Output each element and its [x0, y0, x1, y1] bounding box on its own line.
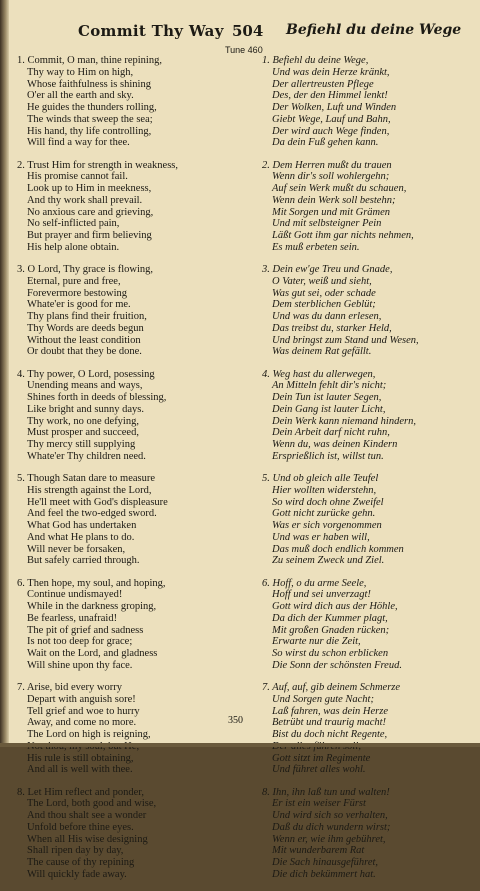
german-lyric-line: Gott sitzt im Regimente	[272, 752, 371, 764]
german-lyric-line: Und wird sich so verhalten,	[272, 810, 388, 821]
english-stanza-3	[17, 264, 249, 358]
english-lyric-line: Or doubt that they be done.	[27, 346, 142, 358]
english-lyric-line: Thy plans find their fruition,	[27, 311, 147, 322]
german-lyric-line: Wenn dein Werk soll bestehn;	[272, 194, 396, 206]
english-lyric-line: Like bright and sunny days.	[27, 403, 144, 415]
english-lyric-line: Wait on the Lord, and gladness	[27, 648, 158, 659]
german-lyric-line: Und bringst zum Stand und Wesen,	[272, 334, 419, 346]
english-lyric-line: Whate'er is good for me.	[27, 299, 131, 311]
german-lyric-line: 8. Ihn, ihn laß tun und walten!	[262, 786, 390, 798]
english-lyric-line: Without the least condition	[27, 334, 141, 346]
german-lyrics-column	[262, 55, 476, 891]
english-lyric-line: 1. Commit, O man, thine repining,	[17, 55, 162, 66]
german-lyric-line: Mit wunderbarem Rat	[272, 845, 365, 857]
english-lyric-line: 5. Though Satan dare to measure	[17, 473, 156, 484]
german-lyric-line: Der Wolken, Luft und Winden	[272, 102, 397, 113]
german-lyric-line: Hier wollten widerstehn,	[272, 484, 377, 496]
english-lyric-line: He'll meet with God's displeasure	[27, 496, 168, 508]
english-lyric-line: The pit of grief and sadness	[27, 624, 144, 636]
english-lyric-line: 7. Arise, bid every worry	[17, 682, 122, 693]
german-lyric-line: Ersprießlich ist, willst tun.	[272, 450, 384, 462]
english-lyric-line: What God has undertaken	[27, 520, 137, 531]
english-lyric-line: Whate'er Thy children need.	[27, 450, 146, 462]
german-lyric-line: Der allertreusten Pflege	[272, 78, 374, 90]
hymn-title-english: Commit Thy Way	[78, 22, 224, 40]
english-lyric-line: O'er all the earth and sky.	[27, 90, 134, 102]
german-stanza-5	[262, 473, 476, 567]
english-lyric-line: The winds that sweep the sea;	[27, 113, 153, 125]
english-lyric-line: No self-inflicted pain,	[27, 218, 120, 230]
hymn-number: 504	[232, 22, 264, 40]
english-lyric-line: Shines forth in deeds of blessing,	[27, 392, 167, 403]
german-lyric-line: Bist du doch nicht Regente,	[272, 729, 388, 740]
english-lyric-line: And thy work shall prevail.	[27, 194, 143, 206]
english-stanza-4	[17, 369, 249, 463]
english-stanza-7	[17, 682, 249, 776]
english-lyric-line: And feel the two-edged sword.	[27, 508, 157, 520]
german-lyric-line: Des, der den Himmel lenkt!	[272, 90, 388, 102]
english-lyric-line: He guides the thunders rolling,	[27, 102, 157, 113]
german-lyric-line: Mit Sorgen und mit Grämen	[272, 206, 391, 218]
english-lyric-line: But safely carried through.	[27, 555, 140, 567]
english-lyric-line: Thy way to Him on high,	[27, 66, 134, 78]
english-lyric-line: While in the darkness groping,	[27, 601, 157, 612]
german-lyric-line: Und was dein Herze kränkt,	[272, 66, 390, 78]
german-lyric-line: Die dich bekümmert hat.	[272, 868, 376, 880]
page-number: 350	[228, 715, 243, 726]
german-lyric-line: Und mit selbsteigner Pein	[272, 218, 382, 230]
german-lyric-line: 7. Auf, auf, gib deinem Schmerze	[262, 682, 401, 693]
english-lyric-line: Must prosper and succeed,	[27, 427, 139, 439]
english-lyric-line: His promise cannot fail.	[27, 171, 128, 183]
english-lyric-line: And what He plans to do.	[27, 531, 135, 543]
page-header	[24, 22, 464, 44]
english-lyric-line: Whose faithfulness is shining	[27, 78, 151, 90]
german-lyric-line: Dein Werk kann niemand hindern,	[272, 415, 416, 427]
german-lyric-line: Das treibst du, starker Held,	[272, 322, 392, 334]
english-lyric-line: Will quickly fade away.	[27, 868, 127, 880]
german-lyric-line: Gott wird dich aus der Höhle,	[272, 601, 398, 612]
english-stanza-2	[17, 160, 249, 254]
german-stanza-1	[262, 55, 476, 149]
german-lyric-line: Daß du dich wundern wirst;	[272, 821, 391, 833]
german-lyric-line: Wenn er, wie ihm gebühret,	[272, 833, 386, 845]
german-lyric-line: Da dich der Kummer plagt,	[272, 612, 388, 624]
english-lyric-line: Continue undismayed!	[27, 589, 123, 601]
german-lyric-line: Das muß doch endlich kommen	[272, 543, 404, 555]
english-lyric-line: 4. Thy power, O Lord, posessing	[17, 368, 155, 380]
english-lyric-line: No anxious care and grieving,	[27, 206, 154, 218]
english-lyric-line: Look up to Him in meekness,	[27, 183, 152, 194]
english-lyric-line: When all His wise designing	[27, 833, 148, 845]
book-spine-shadow	[0, 0, 9, 747]
german-lyric-line: 6. Hoff, o du arme Seele,	[262, 577, 367, 589]
german-lyric-line: Und Sorgen gute Nacht;	[272, 693, 374, 705]
english-lyric-line: His strength against the Lord,	[27, 484, 152, 496]
german-lyric-line: Es muß erbeten sein.	[272, 241, 360, 253]
english-lyrics-column	[17, 55, 249, 891]
german-lyric-line: Zu seinem Zweck und Ziel.	[272, 555, 385, 567]
english-lyric-line: Eternal, pure and free,	[27, 275, 121, 287]
english-lyric-line: Unfold before thine eyes.	[27, 821, 134, 833]
english-lyric-line: But prayer and firm believing	[27, 230, 152, 241]
german-lyric-line: Betrübt und traurig macht!	[272, 717, 387, 729]
english-lyric-line: Thy mercy still supplying	[27, 439, 136, 450]
german-stanza-8	[262, 787, 476, 881]
german-stanza-3	[262, 264, 476, 358]
german-lyric-line: Die Sach hinausgeführet,	[272, 857, 379, 868]
english-lyric-line: Tell grief and woe to hurry	[27, 705, 140, 717]
german-lyric-line: 4. Weg hast du allerwegen,	[262, 368, 376, 380]
german-lyric-line: Und was er haben will,	[272, 531, 370, 543]
german-lyric-line: Dein Arbeit darf nicht ruhn,	[272, 427, 390, 439]
english-stanza-5	[17, 473, 249, 567]
english-lyric-line: Is not too deep for grace;	[27, 636, 133, 648]
english-lyric-line: 8. Let Him reflect and ponder,	[17, 786, 144, 798]
german-lyric-line: So wirst du schon erblicken	[272, 648, 389, 659]
english-lyric-line: Thy work, no one defying,	[27, 415, 139, 427]
english-lyric-line: Unending means and ways,	[27, 380, 143, 392]
english-lyric-line: Will find a way for thee.	[27, 137, 130, 149]
english-lyric-line: Will never be forsaken,	[27, 543, 126, 555]
english-lyric-line: The Lord, both good and wise,	[27, 798, 157, 810]
page-bottom-edge	[0, 743, 480, 747]
german-stanza-6	[262, 578, 476, 672]
german-lyric-line: Da dein Fuß gehen kann.	[272, 137, 379, 149]
english-lyric-line: Shall ripen day by day,	[27, 845, 124, 857]
english-lyric-line: Forevermore bestowing	[27, 287, 128, 299]
english-lyric-line: 6. Then hope, my soul, and hoping,	[17, 577, 166, 589]
german-lyric-line: Mit großen Gnaden rücken;	[272, 624, 390, 636]
english-lyric-line: 2. Trust Him for strength in weakness,	[17, 159, 178, 171]
german-lyric-line: Wenn dir's soll wohlergehn;	[272, 171, 390, 183]
english-lyric-line: The cause of thy repining	[27, 857, 135, 868]
german-lyric-line: Dein Tun ist lauter Segen,	[272, 392, 382, 403]
german-stanza-2	[262, 160, 476, 254]
english-lyric-line: Thy Words are deeds begun	[27, 322, 144, 334]
german-lyric-line: Laß fahren, was dein Herze	[272, 705, 388, 717]
german-lyric-line: Hoff und sei unverzagt!	[272, 589, 371, 601]
german-stanza-7	[262, 682, 476, 776]
english-lyric-line: 3. O Lord, Thy grace is flowing,	[17, 264, 153, 275]
german-lyric-line: Der wird auch Wege finden,	[272, 125, 390, 137]
english-lyric-line: His rule is still obtaining,	[27, 752, 134, 764]
english-lyric-line: Depart with anguish sore!	[27, 693, 136, 705]
german-lyric-line: Läßt Gott ihm gar nichts nehmen,	[272, 230, 414, 241]
tune-reference: Tune 460	[225, 45, 263, 55]
german-lyric-line: Und führet alles wohl.	[272, 764, 366, 776]
english-stanza-6	[17, 578, 249, 672]
german-lyric-line: Wenn du, was deinen Kindern	[272, 439, 398, 450]
german-lyric-line: 2. Dem Herren mußt du trauen	[262, 159, 392, 171]
german-lyric-line: 5. Und ob gleich alle Teufel	[262, 473, 379, 484]
german-lyric-line: Auf sein Werk mußt du schauen,	[272, 183, 407, 194]
english-lyric-line: Away, and come no more.	[27, 717, 137, 729]
german-lyric-line: Giebt Wege, Lauf und Bahn,	[272, 113, 391, 125]
german-stanza-4	[262, 369, 476, 463]
hymn-title-german: Befiehl du deine Wege	[286, 22, 462, 38]
german-lyric-line: So wird doch ohne Zweifel	[272, 496, 384, 508]
english-lyric-line: Will shine upon thy face.	[27, 659, 133, 671]
english-lyric-line: And all is well with thee.	[27, 764, 133, 776]
german-lyric-line: Dem sterblichen Geblüt;	[272, 299, 376, 311]
german-lyric-line: Er ist ein weiser Fürst	[272, 798, 366, 810]
english-lyric-line: And thou shalt see a wonder	[27, 810, 147, 821]
german-lyric-line: Erwarte nur die Zeit,	[272, 636, 361, 648]
german-lyric-line: Und was du dann erlesen,	[272, 311, 382, 322]
english-lyric-line: The Lord on high is reigning,	[27, 729, 151, 740]
english-stanza-8	[17, 787, 249, 881]
german-lyric-line: Was deinem Rat gefällt.	[272, 346, 372, 358]
english-lyric-line: His help alone obtain.	[27, 241, 120, 253]
german-lyric-line: Was gut sei, oder schade	[272, 287, 376, 299]
english-lyric-line: Be fearless, unafraid!	[27, 612, 118, 624]
german-lyric-line: Was er sich vorgenommen	[272, 520, 382, 531]
german-lyric-line: 3. Dein ew'ge Treu und Gnade,	[262, 264, 393, 275]
german-lyric-line: Gott nicht zurücke gehn.	[272, 508, 376, 520]
english-lyric-line: His hand, thy life controlling,	[27, 125, 152, 137]
german-lyric-line: Die Sonn der schönsten Freud.	[272, 659, 402, 671]
german-lyric-line: 1. Befiehl du deine Wege,	[262, 55, 369, 66]
german-lyric-line: An Mitteln fehlt dir's nicht;	[272, 380, 387, 392]
english-stanza-1	[17, 55, 249, 149]
german-lyric-line: Dein Gang ist lauter Licht,	[272, 403, 386, 415]
german-lyric-line: O Vater, weiß und sieht,	[272, 275, 372, 287]
